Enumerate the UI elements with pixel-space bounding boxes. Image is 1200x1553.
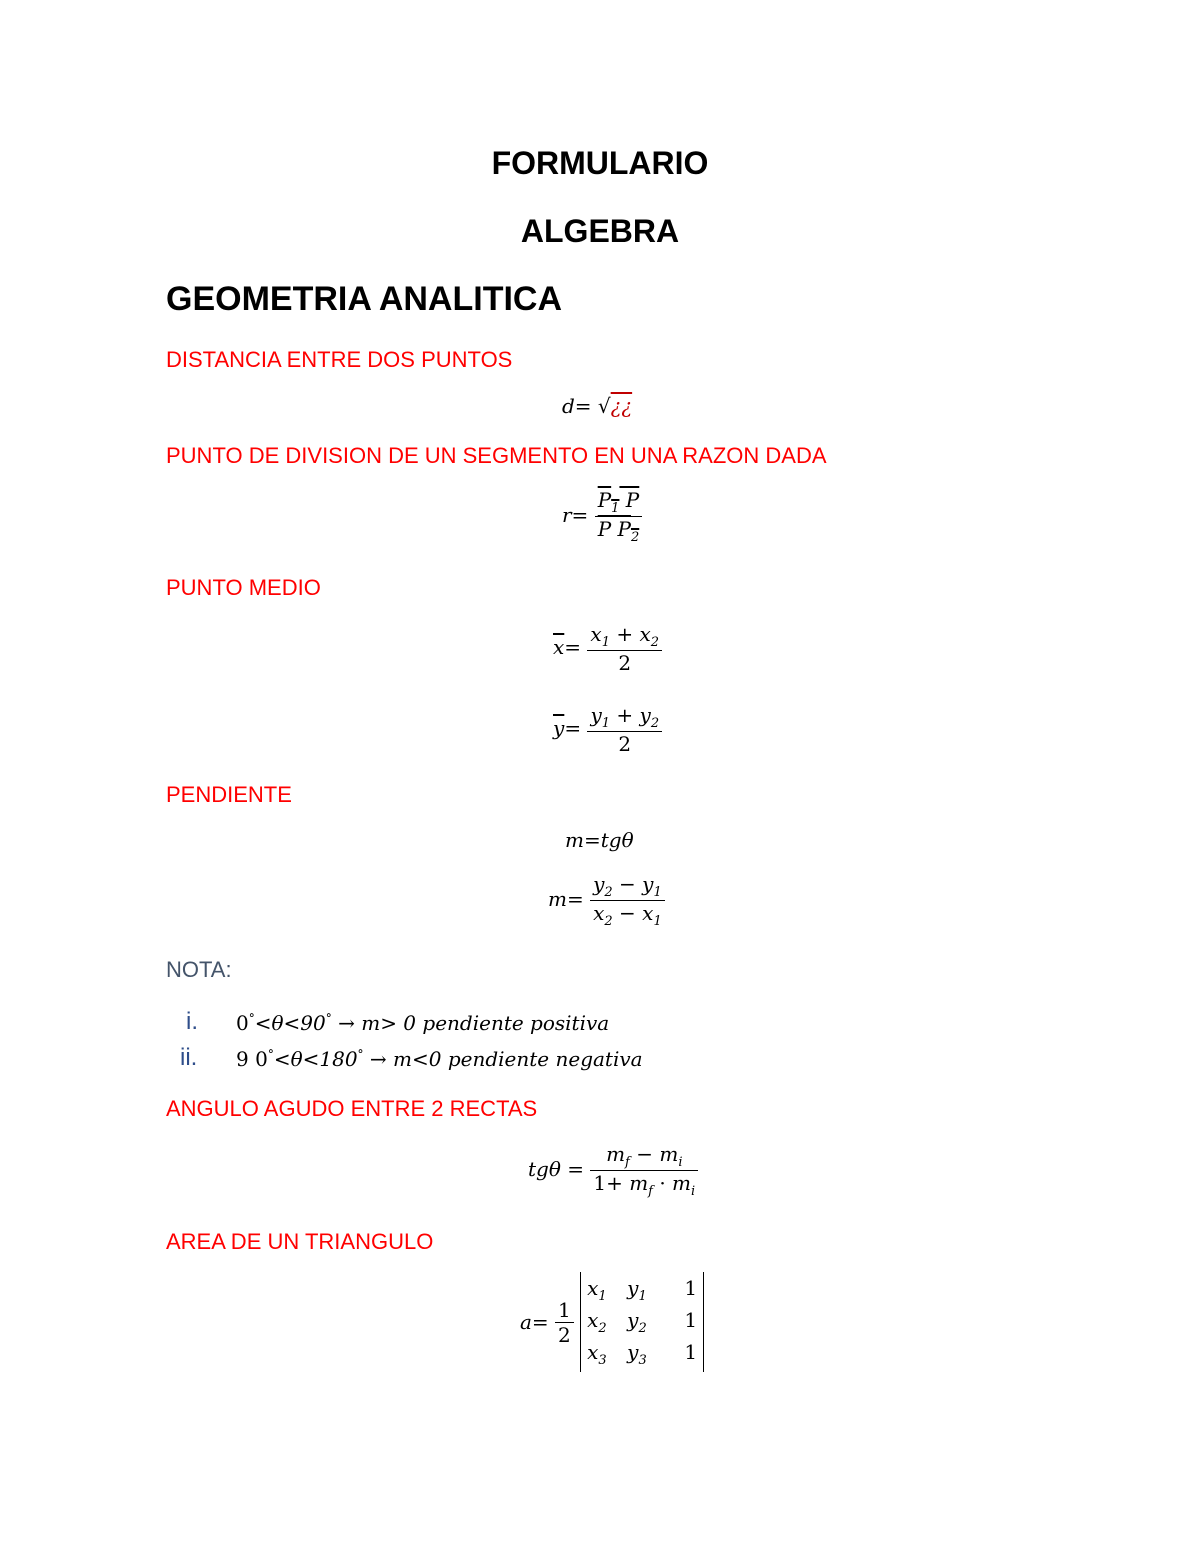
section-punto-medio: PUNTO MEDIO xyxy=(166,575,321,600)
distancia-lhs: d= xyxy=(562,394,592,418)
section-angulo: ANGULO AGUDO ENTRE 2 RECTAS xyxy=(166,1096,538,1121)
formula-distancia xyxy=(562,394,632,418)
root-symbol: √ xyxy=(597,394,611,418)
area-lhs: a= xyxy=(520,1310,549,1334)
section-area: AREA DE UN TRIANGULO xyxy=(166,1229,434,1254)
formula-area xyxy=(520,1272,704,1372)
pendiente-fraction: $\frac{y_2 - y_1}{x_2 - x_1}$ xyxy=(590,872,665,929)
list-marker: i. xyxy=(186,1008,198,1035)
section-distancia: DISTANCIA ENTRE DOS PUNTOS xyxy=(166,347,513,372)
nota-item-text: 9 0°<θ<180° → m<0 pendiente negativa xyxy=(236,1047,643,1071)
formula-pendiente-fraccion xyxy=(548,872,665,929)
list-marker: ii. xyxy=(180,1044,198,1071)
nota-item-text: 0°<θ<90° → m> 0 pendiente positiva xyxy=(236,1011,610,1035)
document-title: FORMULARIO xyxy=(491,145,709,181)
pendiente-lhs: m= xyxy=(548,887,584,911)
razon-lhs: r= xyxy=(562,503,589,527)
angulo-fraction: $\frac{m_f - m_i}{1+ m_f \cdot m_i}$ xyxy=(590,1142,698,1199)
pm-y-lhs: $\overline{y}$ xyxy=(553,716,565,740)
nota-label: NOTA: xyxy=(166,957,232,982)
nota-item-1 xyxy=(186,1008,610,1036)
subject-title: ALGEBRA xyxy=(520,213,680,249)
formula-pendiente-tg: m=tgθ xyxy=(565,828,634,852)
formula-angulo xyxy=(528,1142,698,1199)
area-half: $\frac{1}{2}$ xyxy=(555,1298,574,1347)
pm-y-fraction: $\frac{y_1 + y_2}{2}$ xyxy=(587,703,662,756)
pm-x-lhs: $\overline{x}$ xyxy=(553,635,565,659)
area-determinant: $x_1$ $y_1$ 1 $x_2$ $y_2$ 1 $x_3$ $y_3$ 1 xyxy=(580,1272,704,1372)
section-punto-division: PUNTO DE DIVISION DE UN SEGMENTO EN UNA RAZON DADA xyxy=(166,443,827,468)
section-pendiente: PENDIENTE xyxy=(166,782,292,807)
nota-item-2 xyxy=(180,1044,643,1072)
formula-punto-medio-x: $\overline{x}=$ $\frac{x_1 + x_2}{2}$ xyxy=(553,622,662,675)
distancia-glyphs: ¿¿ xyxy=(610,394,633,418)
angulo-lhs: tgθ = xyxy=(528,1157,584,1181)
formula-razon xyxy=(562,488,642,545)
section-heading: GEOMETRIA ANALITICA xyxy=(166,280,563,318)
pm-x-fraction: $\frac{x_1 + x_2}{2}$ xyxy=(587,622,662,675)
razon-fraction: $\frac{P_1 P}{P P_2}$ xyxy=(595,488,643,545)
formula-punto-medio-y: $\overline{y}=$ $\frac{y_1 + y_2}{2}$ xyxy=(553,703,662,756)
